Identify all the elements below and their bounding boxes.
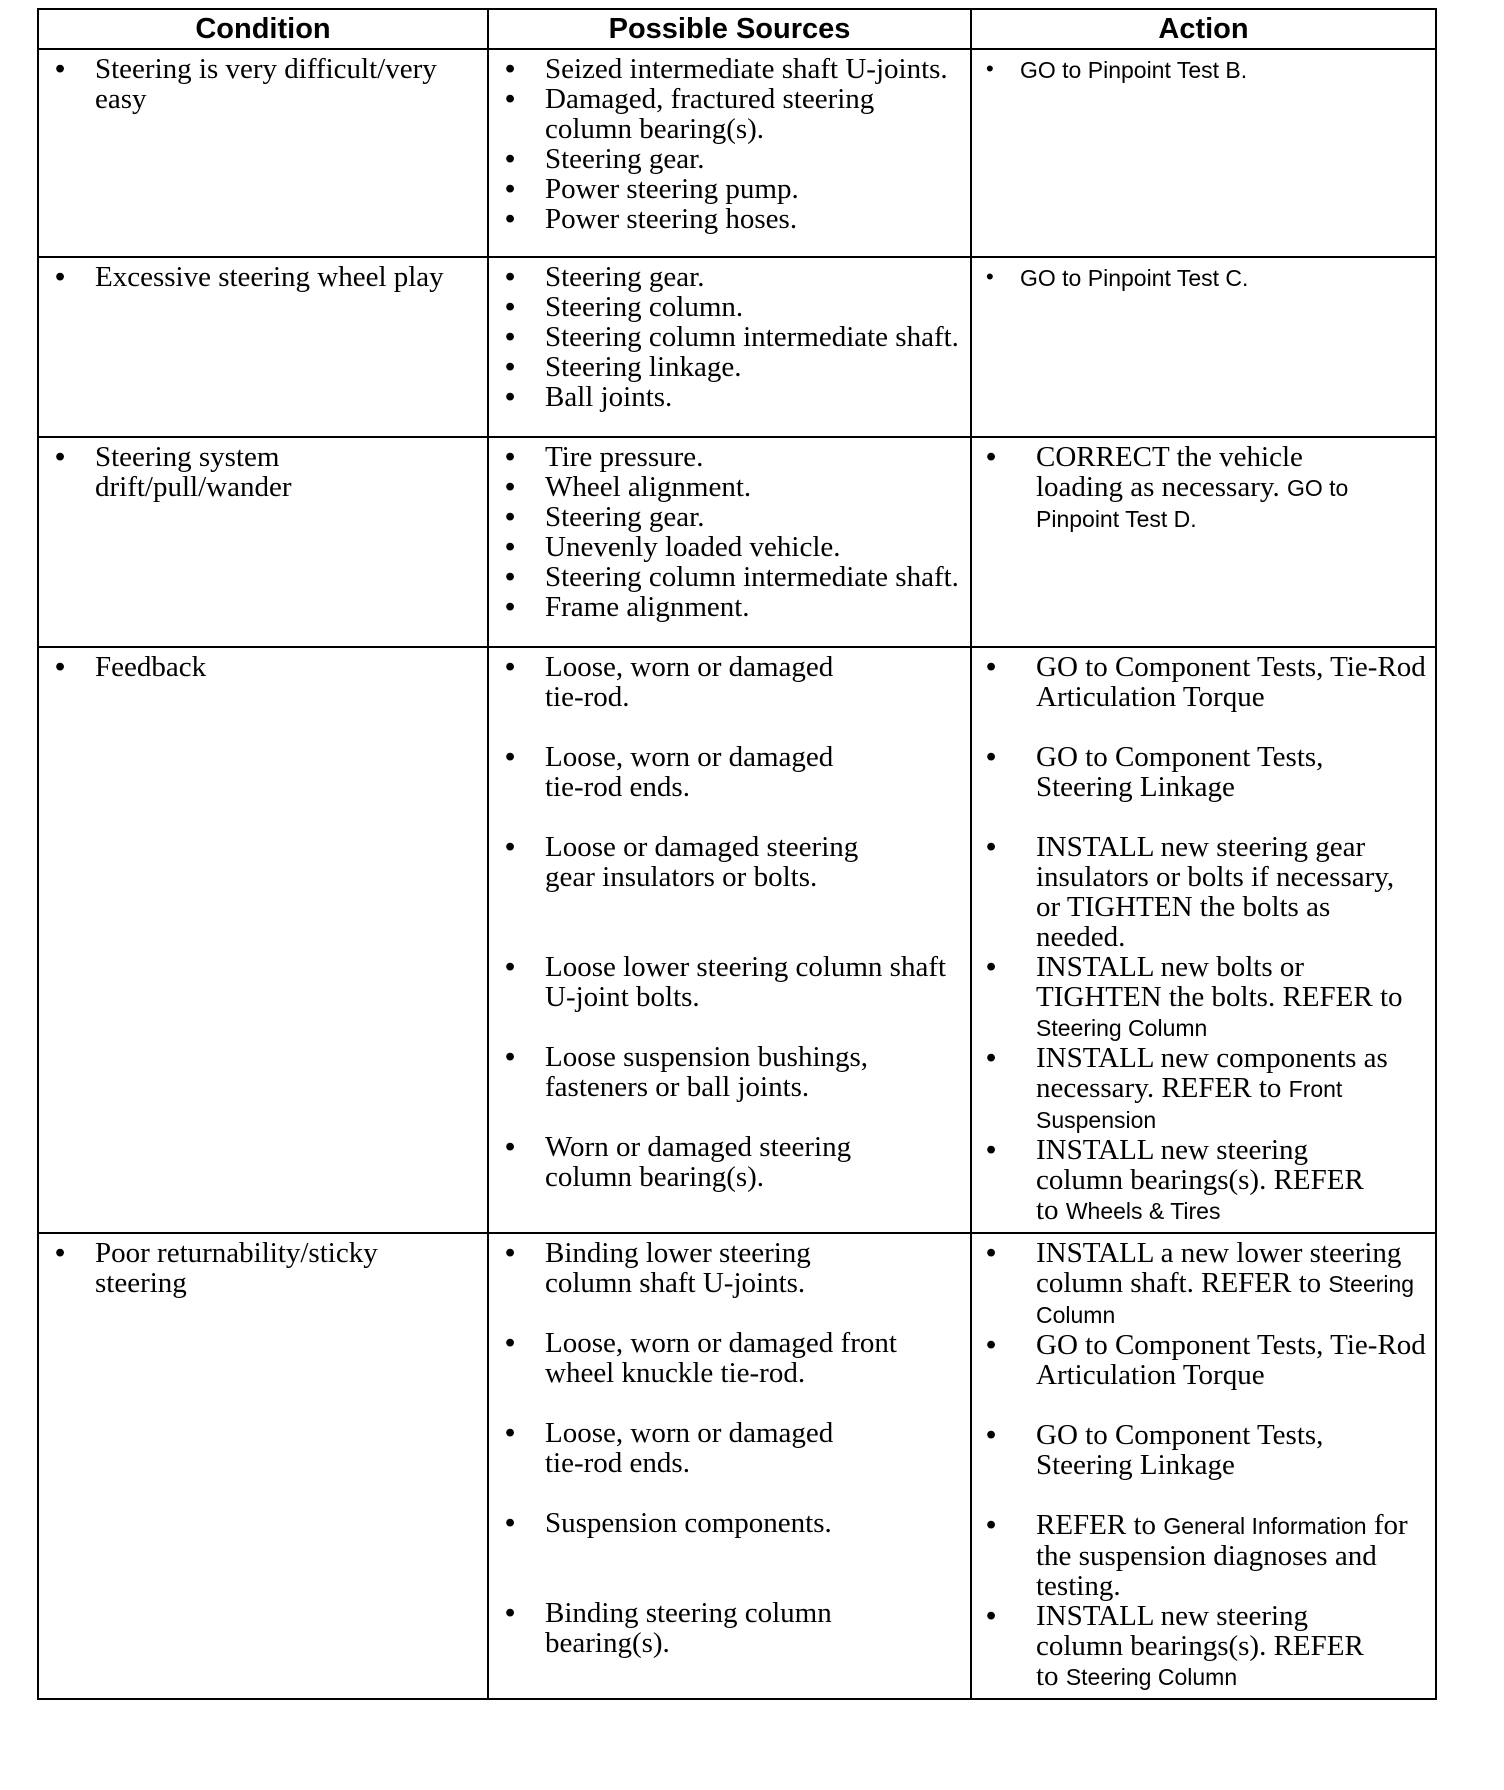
source-text: Unevenly loaded vehicle. — [545, 531, 841, 563]
list-item: • Excessive steering wheel play — [55, 261, 444, 293]
list-item: • Tire pressure. — [505, 441, 704, 473]
list-item: • Loose, worn or damaged front wheel knuckle tie-rod. — [505, 1327, 897, 1389]
list-item: • Wheel alignment. — [505, 471, 752, 503]
action-reference: Steering Column — [1036, 1271, 1415, 1328]
action-text: for the suspension diagnoses and testing. — [1036, 1509, 1408, 1602]
list-item: • Loose, worn or damaged tie-rod. — [505, 651, 834, 713]
action-text: INSTALL new steering column bearings(s). REFER to — [1036, 1600, 1364, 1692]
symptom-chart-table — [37, 8, 1437, 1700]
condition-text: Steering is very difficult/very easy — [95, 53, 437, 115]
list-item: • Steering gear. — [505, 501, 705, 533]
list-item: • Seized intermediate shaft U-joints. — [505, 53, 948, 85]
list-item: • REFER to General Information for the suspension diagnoses and testing. — [986, 1509, 1408, 1602]
action-reference: GO to Pinpoint Test B. — [1020, 57, 1248, 83]
list-item: • Power steering hoses. — [505, 203, 798, 235]
list-item: • Steering is very difficult/very easy — [55, 53, 437, 115]
list-item: • Loose lower steering column shaft U-joint bolts. — [505, 951, 947, 1013]
condition-text: Excessive steering wheel play — [95, 261, 444, 293]
list-item: • Ball joints. — [505, 381, 673, 413]
list-item: • Steering system drift/pull/wander — [55, 441, 292, 503]
condition-cell — [38, 49, 488, 257]
list-item: • GO to Component Tests, Steering Linkage — [986, 741, 1324, 803]
list-item: • Loose, worn or damaged tie-rod ends. — [505, 1417, 834, 1479]
condition-cell — [38, 1233, 488, 1699]
source-text: Steering linkage. — [545, 351, 742, 383]
list-item: • Steering linkage. — [505, 351, 742, 383]
action-cell — [971, 1233, 1436, 1699]
list-item: • Binding steering column bearing(s). — [505, 1597, 832, 1659]
source-text: Steering gear. — [545, 143, 705, 175]
action-reference: Wheels & Tires — [1065, 1198, 1221, 1224]
source-text: Steering gear. — [545, 501, 705, 533]
list-item: • Steering gear. — [505, 261, 705, 293]
list-item: • INSTALL new components as necessary. REFER to Front Suspension — [986, 1042, 1388, 1133]
source-text: Loose, worn or damaged front wheel knuckle tie-rod. — [545, 1327, 897, 1389]
action-text: GO to Component Tests, Steering Linkage — [1036, 741, 1324, 803]
table-row — [38, 437, 1436, 647]
list-item: • Steering column intermediate shaft. — [505, 561, 959, 593]
list-item: • GO to Component Tests, Steering Linkage — [986, 1419, 1324, 1481]
source-text: Binding steering column bearing(s). — [545, 1597, 832, 1659]
action-reference: Steering Column — [1065, 1664, 1238, 1690]
action-cell — [971, 257, 1436, 437]
source-text: Steering gear. — [545, 261, 705, 293]
list-item: • CORRECT the vehicle loading as necessary. GO to Pinpoint Test D. — [986, 441, 1349, 532]
list-item: • Binding lower steering column shaft U-joints. — [505, 1237, 811, 1299]
source-text: Steering column. — [545, 291, 744, 323]
action-text: REFER to — [1036, 1509, 1157, 1541]
list-item: • Unevenly loaded vehicle. — [505, 531, 841, 563]
list-item: • GO to Pinpoint Test B. — [986, 56, 1248, 83]
list-item: • Steering gear. — [505, 143, 705, 175]
list-item: • GO to Component Tests, Tie-Rod Articulation Torque — [986, 1329, 1426, 1391]
condition-cell — [38, 437, 488, 647]
sources-cell — [488, 1233, 971, 1699]
header-action: Action — [971, 9, 1436, 49]
action-text: CORRECT the vehicle loading as necessary. — [1036, 441, 1303, 503]
action-text: INSTALL new steering column bearings(s). REFER to — [1036, 1134, 1364, 1226]
action-text: INSTALL new steering gear insulators or bolts if necessary, or TIGHTEN the bolts as needed. — [1036, 831, 1395, 953]
source-text: Damaged, fractured steering column bearing(s). — [545, 83, 875, 145]
list-item: • Steering column intermediate shaft. — [505, 321, 959, 353]
list-item: • GO to Pinpoint Test C. — [986, 264, 1249, 291]
list-item: • Loose suspension bushings, fasteners or ball joints. — [505, 1041, 869, 1103]
list-item: • GO to Component Tests, Tie-Rod Articulation Torque — [986, 651, 1426, 713]
table-row — [38, 49, 1436, 257]
source-text: Loose, worn or damaged tie-rod ends. — [545, 1417, 834, 1479]
list-item: • Damaged, fractured steering column bearing(s). — [505, 83, 875, 145]
action-reference: GO to Pinpoint Test C. — [1020, 265, 1249, 291]
source-text: Loose or damaged steering gear insulators or bolts. — [545, 831, 859, 893]
action-text: GO to Component Tests, Tie-Rod Articulation Torque — [1036, 1329, 1426, 1391]
condition-text: Poor returnability/sticky steering — [95, 1237, 378, 1299]
condition-cell — [38, 647, 488, 1233]
list-item: • INSTALL new bolts or TIGHTEN the bolts. REFER to Steering Column — [986, 951, 1403, 1041]
source-text: Loose lower steering column shaft U-joint bolts. — [545, 951, 947, 1013]
source-text: Steering column intermediate shaft. — [545, 561, 959, 593]
source-text: Worn or damaged steering column bearing(s). — [545, 1131, 852, 1193]
header-condition: Condition — [38, 9, 488, 49]
action-cell — [971, 437, 1436, 647]
action-text: INSTALL new bolts or TIGHTEN the bolts. REFER to — [1036, 951, 1403, 1013]
list-item: • Poor returnability/sticky steering — [55, 1237, 378, 1299]
diagnosis-table-container — [37, 8, 1435, 1700]
list-item: • Worn or damaged steering column bearing(s). — [505, 1131, 852, 1193]
sources-cell — [488, 49, 971, 257]
action-reference: Front Suspension — [1036, 1076, 1343, 1133]
source-text: Seized intermediate shaft U-joints. — [545, 53, 948, 85]
action-text: GO to Component Tests, Tie-Rod Articulation Torque — [1036, 651, 1426, 713]
source-text: Suspension components. — [545, 1507, 832, 1539]
source-text: Wheel alignment. — [545, 471, 752, 503]
list-item: • Power steering pump. — [505, 173, 799, 205]
source-text: Binding lower steering column shaft U-joints. — [545, 1237, 811, 1299]
table-row — [38, 647, 1436, 1233]
source-text: Power steering hoses. — [545, 203, 798, 235]
source-text: Ball joints. — [545, 381, 673, 413]
action-reference: General Information — [1163, 1513, 1367, 1539]
sources-cell — [488, 647, 971, 1233]
source-text: Frame alignment. — [545, 591, 750, 623]
source-text: Power steering pump. — [545, 173, 799, 205]
sources-cell — [488, 257, 971, 437]
list-item: • Loose, worn or damaged tie-rod ends. — [505, 741, 834, 803]
action-text: INSTALL a new lower steering column shaft. REFER to — [1036, 1237, 1402, 1299]
header-sources: Possible Sources — [488, 9, 971, 49]
condition-cell — [38, 257, 488, 437]
condition-text: Steering system drift/pull/wander — [95, 441, 292, 503]
list-item: • INSTALL new steering column bearings(s). REFER to Steering Column — [986, 1600, 1364, 1692]
source-text: Loose, worn or damaged tie-rod. — [545, 651, 834, 713]
sources-cell — [488, 437, 971, 647]
action-reference: Steering Column — [1036, 1015, 1208, 1041]
source-text: Loose, worn or damaged tie-rod ends. — [545, 741, 834, 803]
list-item: • INSTALL a new lower steering column shaft. REFER to Steering Column — [986, 1237, 1415, 1328]
list-item: • Suspension components. — [505, 1507, 832, 1539]
list-item: • Steering column. — [505, 291, 744, 323]
table-row — [38, 1233, 1436, 1699]
list-item: • Frame alignment. — [505, 591, 750, 623]
action-text: INSTALL new components as necessary. REFER to — [1036, 1042, 1388, 1104]
source-text: Steering column intermediate shaft. — [545, 321, 959, 353]
table-row — [38, 257, 1436, 437]
action-text: GO to Component Tests, Steering Linkage — [1036, 1419, 1324, 1481]
list-item: • INSTALL new steering column bearings(s). REFER to Wheels & Tires — [986, 1134, 1364, 1226]
action-cell — [971, 647, 1436, 1233]
action-reference: GO to Pinpoint Test D. — [1036, 475, 1349, 532]
list-item: • INSTALL new steering gear insulators or bolts if necessary, or TIGHTEN the bolts as needed. — [986, 831, 1395, 953]
source-text: Tire pressure. — [545, 441, 704, 473]
source-text: Loose suspension bushings, fasteners or ball joints. — [545, 1041, 869, 1103]
list-item: • Loose or damaged steering gear insulators or bolts. — [505, 831, 859, 893]
action-cell — [971, 49, 1436, 257]
condition-text: Feedback — [95, 651, 207, 683]
header-row — [38, 9, 1436, 49]
list-item: • Feedback — [55, 651, 207, 683]
